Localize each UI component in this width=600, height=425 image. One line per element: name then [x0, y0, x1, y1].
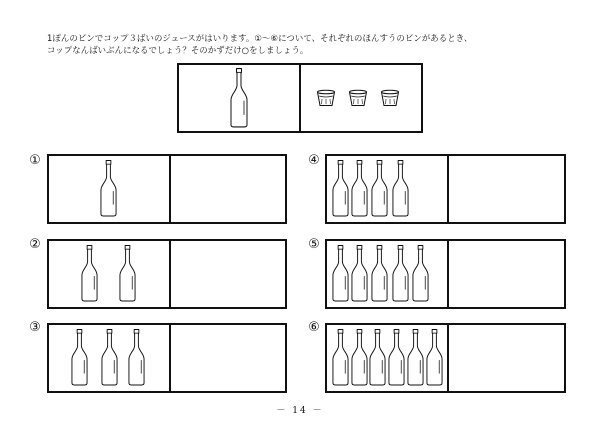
problem-5-answer-area[interactable]: [449, 241, 564, 307]
problem-5-bottle-cell: [327, 241, 447, 307]
problem-1-bottle-icon: [100, 160, 117, 217]
problem-5-bottle-icon: [371, 245, 388, 302]
example-bottle-icon: [230, 68, 248, 128]
problem-1-answer-area[interactable]: [171, 156, 285, 222]
problem-6-bottle-icon: [426, 329, 443, 386]
problem-5-bottle-icon: [392, 245, 409, 302]
problem-4-bottle-icon: [332, 160, 349, 217]
problem-4-marker: ④: [308, 153, 320, 168]
example-cup-icon: [380, 89, 400, 107]
problem-6-marker: ⑥: [308, 320, 320, 335]
problem-5-panel: [325, 239, 566, 309]
example-cup-icon: [348, 89, 368, 107]
problem-4-answer-area[interactable]: [449, 156, 564, 222]
problem-6-answer-area[interactable]: [449, 325, 564, 391]
problem-1-marker: ①: [29, 153, 41, 168]
problem-2-answer-area[interactable]: [171, 241, 285, 307]
problem-5-bottle-icon: [351, 245, 368, 302]
example-cup-cell: [301, 65, 421, 131]
problem-3-bottle-cell: [49, 325, 169, 391]
problem-6-bottle-icon: [332, 329, 349, 386]
problem-1-bottle-cell: [49, 156, 169, 222]
instruction-line-1: 1ぽんのビンでコップ３ばいのジュースがはいります。①〜⑥について、それぞれのほんすうのビンがあるとき、: [47, 33, 473, 43]
problem-6-bottle-icon: [351, 329, 368, 386]
problem-5-bottle-icon: [332, 245, 349, 302]
problem-3-answer-area[interactable]: [171, 325, 285, 391]
example-bottle-cell: [179, 65, 299, 131]
problem-4-panel: [325, 154, 566, 224]
problem-5-marker: ⑤: [308, 237, 320, 252]
problem-4-bottle-icon: [392, 160, 409, 217]
problem-2-marker: ②: [29, 237, 41, 252]
instructions: [47, 32, 567, 56]
example-cup-icon: [316, 89, 336, 107]
problem-3-bottle-icon: [71, 329, 88, 386]
problem-3-panel: [47, 323, 287, 393]
problem-3-marker: ③: [29, 320, 41, 335]
problem-3-bottle-icon: [101, 329, 118, 386]
problem-4-bottle-icon: [371, 160, 388, 217]
problem-6-bottle-icon: [407, 329, 424, 386]
problem-5-bottle-icon: [412, 245, 429, 302]
problem-2-bottle-icon: [119, 245, 136, 302]
problem-4-bottle-cell: [327, 156, 447, 222]
problem-6-bottle-icon: [388, 329, 405, 386]
problem-3-bottle-icon: [128, 329, 145, 386]
problem-6-bottle-icon: [369, 329, 386, 386]
page-number: － 14 －: [276, 406, 324, 416]
instruction-line-2: コップなんばいぶんになるでしょう？そのかずだけ○をしましょう。: [47, 45, 309, 55]
problem-2-bottle-cell: [49, 241, 169, 307]
problem-1-panel: [47, 154, 287, 224]
problem-2-panel: [47, 239, 287, 309]
problem-4-bottle-icon: [351, 160, 368, 217]
problem-2-bottle-icon: [81, 245, 98, 302]
problem-6-panel: [325, 323, 566, 393]
problem-6-bottle-cell: [327, 325, 447, 391]
example-panel: [177, 63, 423, 133]
